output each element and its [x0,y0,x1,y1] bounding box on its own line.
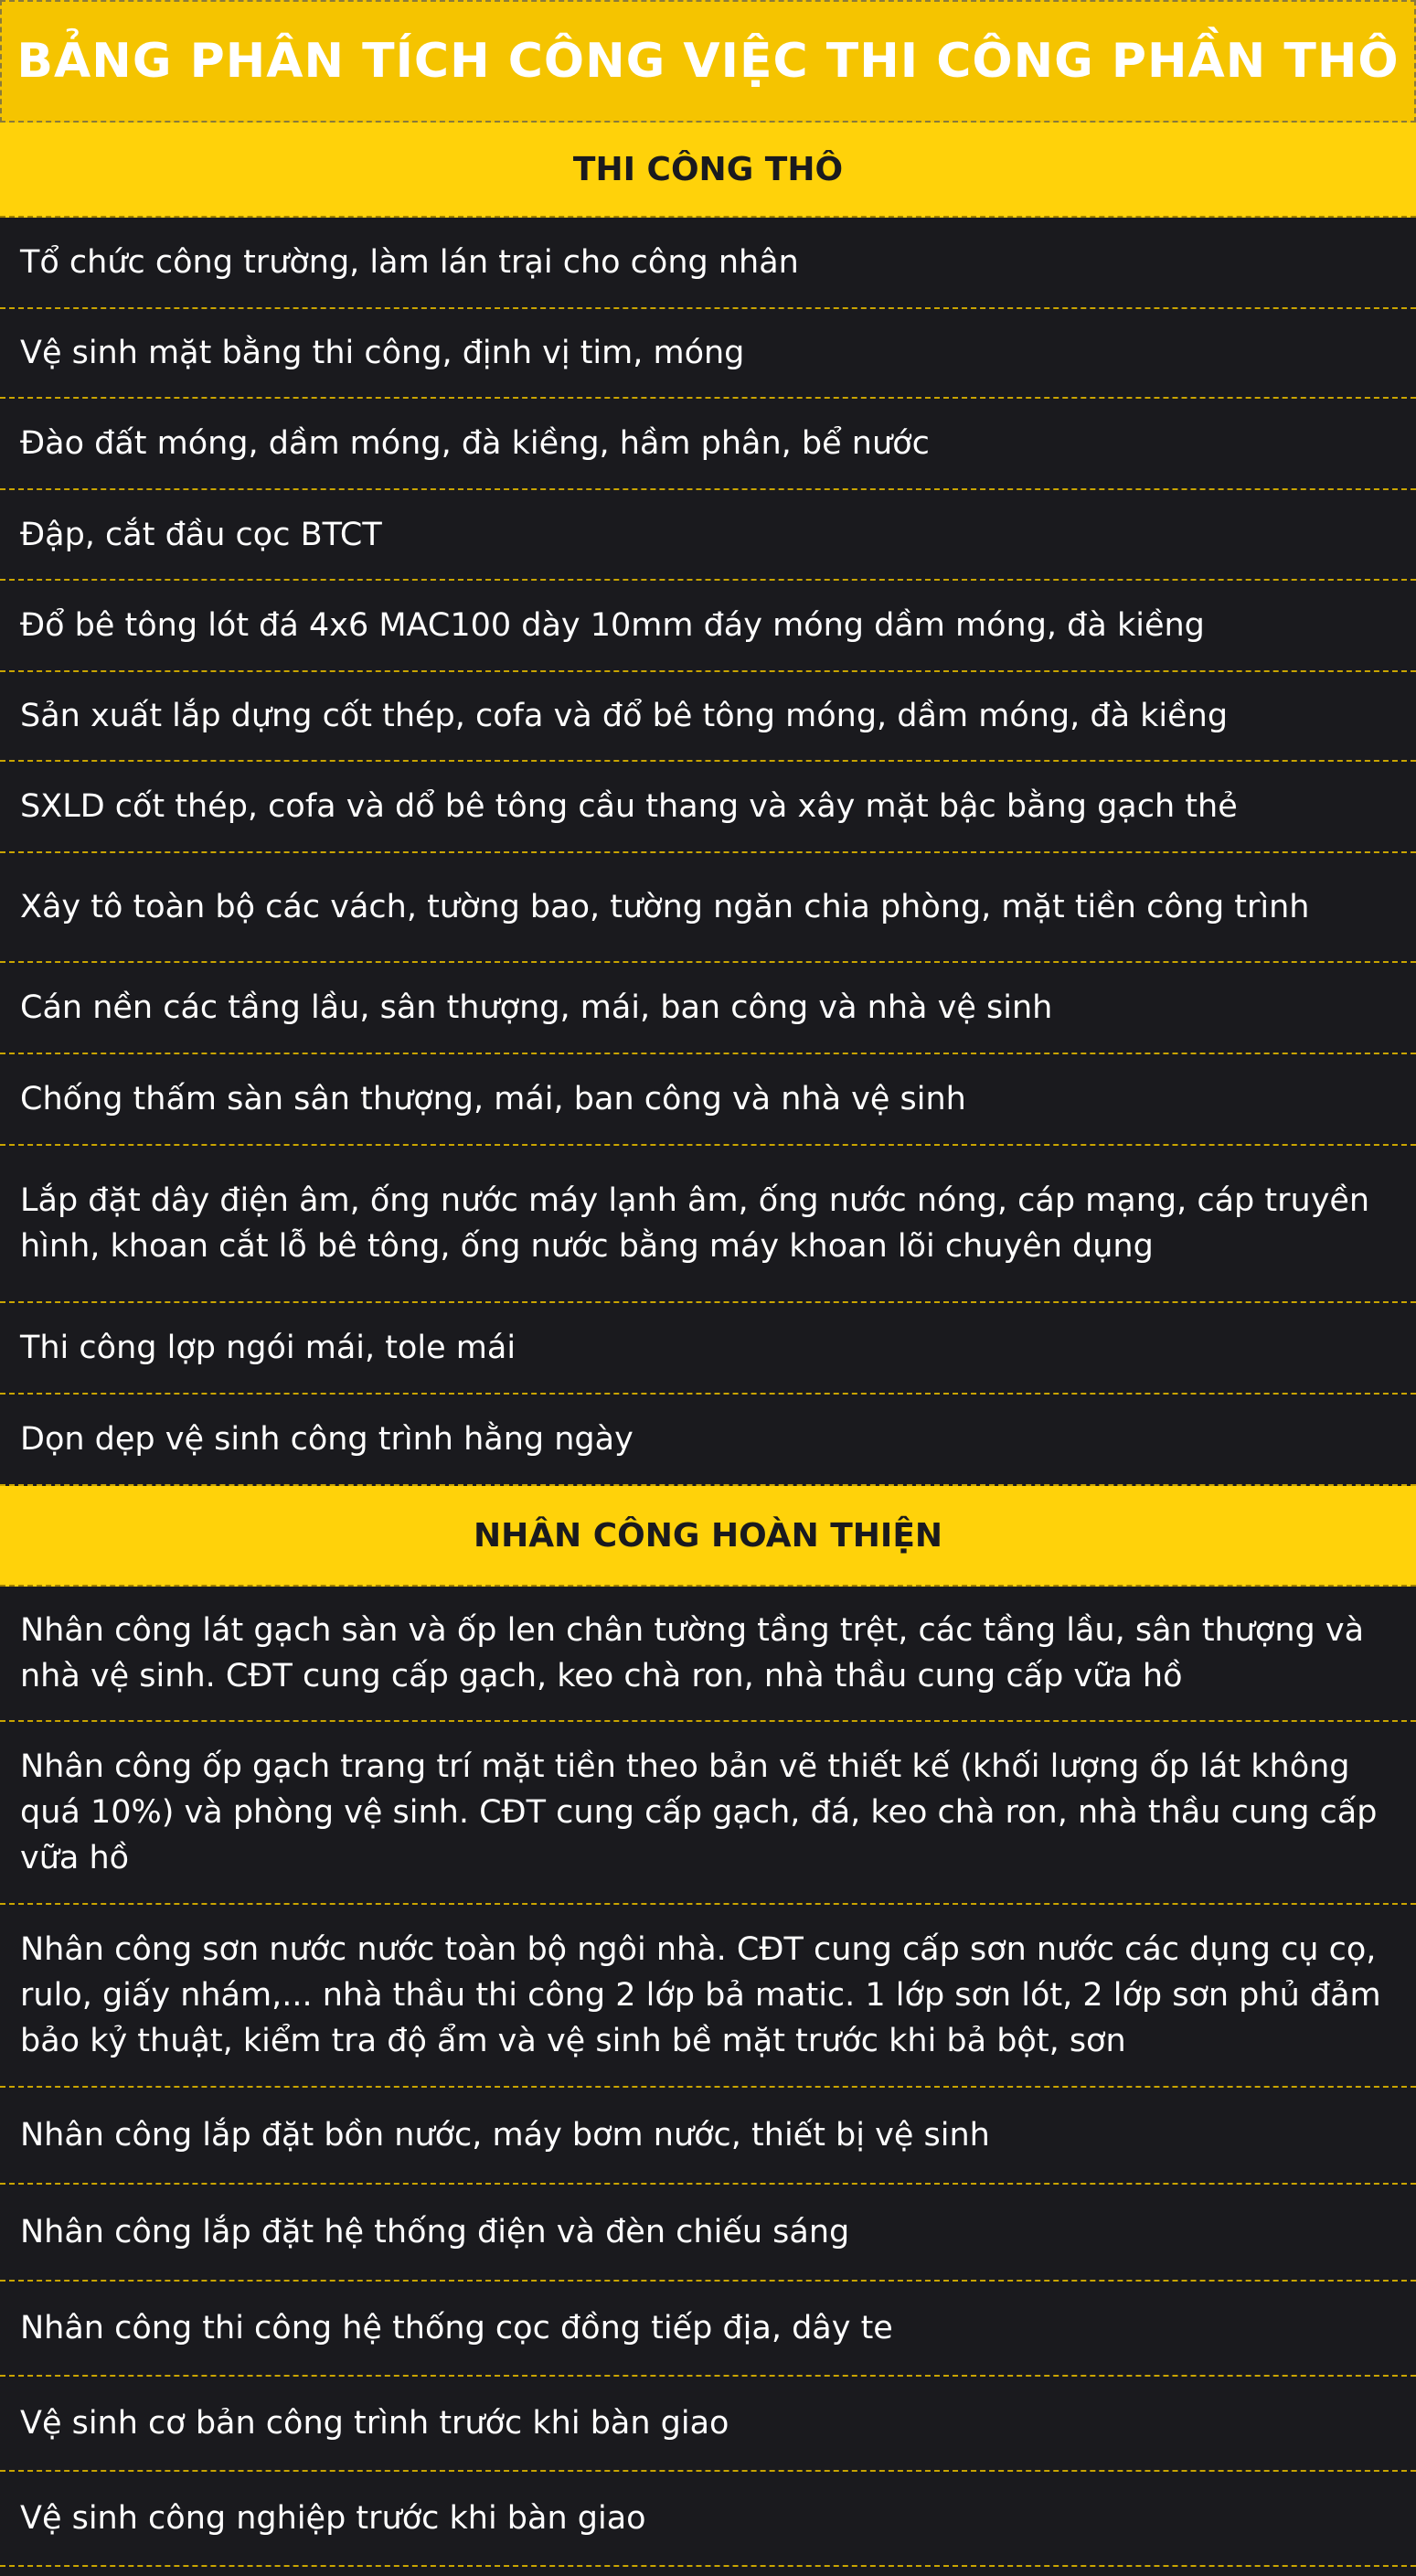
table-row [0,2088,1416,2185]
table-row [0,1587,1416,1722]
table-row [0,581,1416,672]
row-text: Lắp đặt dây điện âm, ống nước máy lạnh âm, ống nước nóng, cáp mạng, cáp truyền hình, khoan cắt lỗ bê tông, ống nước bằng máy khoan lõi chuyên dụng [20,1182,1370,1265]
row-text: Đổ bê tông lót đá 4x6 MAC100 dày 10mm đáy móng dầm móng, đà kiềng [20,607,1205,644]
table-row [0,672,1416,762]
row-text: Nhân công lắp đặt bồn nước, máy bơm nước, thiết bị vệ sinh [20,2117,990,2154]
section-header-nhan-cong-hoan-thien: NHÂN CÔNG HOÀN THIỆN [0,1486,1416,1587]
table-row [0,2472,1416,2567]
row-text: Nhân công ốp gạch trang trí mặt tiền theo bản vẽ thiết kế (khối lượng ốp lát không quá 10%) và phòng vệ sinh. CĐT cung cấp gạch, đá, keo chà ron, nhà thầu cung cấp vữa hồ [20,1748,1378,1876]
row-text: Sản xuất lắp dựng cốt thép, cofa và đổ bê tông móng, dầm móng, đà kiềng [20,698,1229,734]
row-text: Vệ sinh công nghiệp trước khi bàn giao [20,2500,646,2537]
table-row [0,853,1416,963]
table-row [0,2185,1416,2282]
section-header-thi-cong-tho: THI CÔNG THÔ [0,123,1416,218]
table-row [0,1303,1416,1395]
table-row [0,309,1416,399]
table-row [0,1905,1416,2088]
table-row [0,1395,1416,1486]
row-text: SXLD cốt thép, cofa và dổ bê tông cầu thang và xây mặt bậc bằng gạch thẻ [20,788,1238,825]
table-row [0,218,1416,309]
row-text: Tổ chức công trường, làm lán trại cho công nhân [20,244,799,281]
table-row [0,762,1416,853]
row-text: Đào đất móng, dầm móng, đà kiềng, hầm phân, bể nước [20,425,930,462]
page-title: BẢNG PHÂN TÍCH CÔNG VIỆC THI CÔNG PHẦN THÔ [0,0,1416,123]
table-row [0,2377,1416,2472]
row-text: Nhân công sơn nước nước toàn bộ ngôi nhà. CĐT cung cấp sơn nước các dụng cụ cọ, rulo, giấy nhám,... nhà thầu thi công 2 lớp bả matic. 1 lớp sơn lót, 2 lớp sơn phủ đảm bảo kỷ thuật, kiểm tra độ ẩm và vệ sinh bề mặt trước khi bả bột, sơn [20,1931,1381,2059]
row-text: Nhân công thi công hệ thống cọc đồng tiếp địa, dây te [20,2310,893,2346]
table-row [0,1146,1416,1303]
table-row [0,490,1416,581]
row-text: Đập, cắt đầu cọc BTCT [20,516,382,553]
table-row [0,1722,1416,1905]
row-text: Cán nền các tầng lầu, sân thượng, mái, ban công và nhà vệ sinh [20,989,1053,1026]
table-row [0,963,1416,1054]
row-text: Vệ sinh cơ bản công trình trước khi bàn giao [20,2405,729,2442]
table-row [0,399,1416,490]
row-text: Thi công lợp ngói mái, tole mái [20,1330,516,1366]
row-text: Nhân công lắp đặt hệ thống điện và đèn chiếu sáng [20,2214,850,2250]
table-row [0,2282,1416,2377]
row-text: Xây tô toàn bộ các vách, tường bao, tường ngăn chia phòng, mặt tiền công trình [20,889,1310,925]
row-text: Vệ sinh mặt bằng thi công, định vị tim, móng [20,335,745,371]
row-text: Nhân công lát gạch sàn và ốp len chân tường tầng trệt, các tầng lầu, sân thượng và nhà vệ sinh. CĐT cung cấp gạch, keo chà ron, nhà thầu cung cấp vữa hồ [20,1612,1365,1694]
table-row [0,1054,1416,1146]
row-text: Chống thấm sàn sân thượng, mái, ban công và nhà vệ sinh [20,1081,966,1117]
row-text: Dọn dẹp vệ sinh công trình hằng ngày [20,1421,633,1458]
